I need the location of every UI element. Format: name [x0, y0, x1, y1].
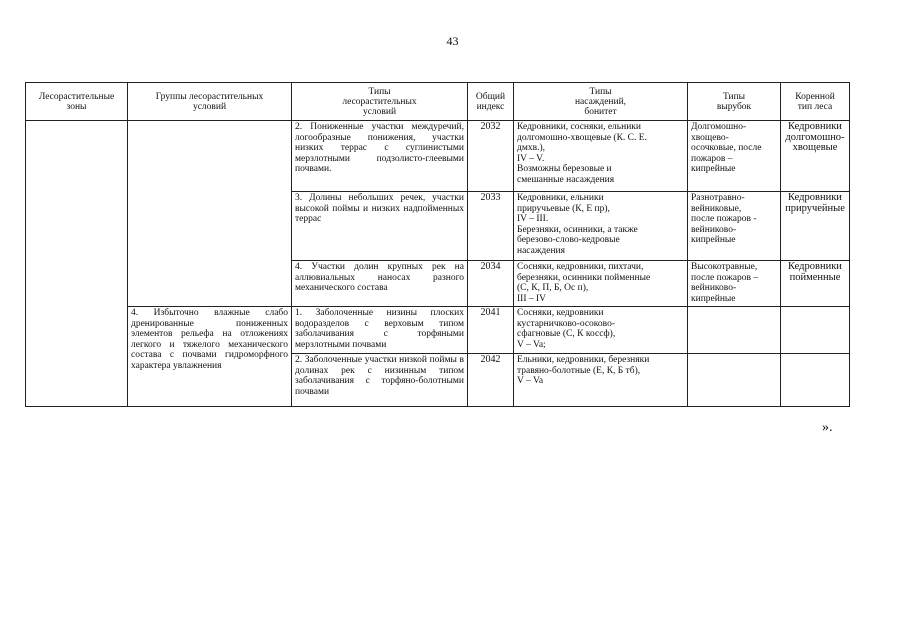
root-type-cell: Кедровники пойменные: [781, 261, 850, 307]
clearing-cell: Высокотравные, после пожаров – вейниково- кипрейные: [688, 261, 781, 307]
condition-cell: 2. Заболоченные участки низкой поймы в долинах рек с низинным типом заболачивания с торфяно-болотными почвами: [292, 354, 468, 407]
stand-cell: Кедровники, ельники приручьевые (К, Е пр), IV – III. Березняки, осинники, а также березово-слово-кедровые насаждения: [514, 192, 688, 261]
header-condition-types: Типы лесорастительных условий: [292, 83, 468, 121]
clearing-cell: Разнотравно- вейниковые, после пожаров - вейниково- кипрейные: [688, 192, 781, 261]
clearing-cell: [688, 354, 781, 407]
closing-quote-mark: ».: [822, 420, 833, 435]
group-cell: 4. Избыточно влажные слабо дренированные пониженных элементов рельефа на отложениях легкого и тяжелого механического состава с почвами гидроморфного характера увлажнения: [128, 307, 292, 407]
root-type-cell: Кедровники долгомошно- хвощевые: [781, 121, 850, 192]
forest-types-table: [25, 82, 850, 407]
table-row: [26, 307, 850, 354]
group-cell: [128, 121, 292, 307]
stand-cell: Сосняки, кедровники, пихтачи, березняки, осинники пойменные (С, К, П, Б, Ос п), III – IV: [514, 261, 688, 307]
clearing-cell: Долгомошно- хвощево- осочковые, после пожаров – кипрейные: [688, 121, 781, 192]
condition-cell: 4. Участки долин крупных рек на аллювиальных наносах разного механического состава: [292, 261, 468, 307]
page-number: 43: [446, 34, 459, 48]
clearing-cell: [688, 307, 781, 354]
table-row: [26, 121, 850, 192]
stand-cell: Ельники, кедровники, березняки травяно-болотные (Е, К, Б тб), V – Va: [514, 354, 688, 407]
root-type-cell: [781, 354, 850, 407]
header-root-forest-type: Коренной тип леса: [781, 83, 850, 121]
stand-cell: Сосняки, кедровники кустарничково-осоково- сфагновые (С, К коссф), V – Va;: [514, 307, 688, 354]
header-condition-groups: Группы лесорастительных условий: [128, 83, 292, 121]
header-index: Общий индекс: [468, 83, 514, 121]
index-cell: 2041: [468, 307, 514, 354]
condition-cell: 3. Долины небольших речек, участки высокой поймы и низких надпойменных террас: [292, 192, 468, 261]
root-type-cell: [781, 307, 850, 354]
zone-cell: [26, 121, 128, 407]
stand-cell: Кедровники, сосняки, ельники долгомошно-хвощевые (К. С. Е. дмхв.), IV – V. Возможны березовые и смешанные насаждения: [514, 121, 688, 192]
index-cell: 2042: [468, 354, 514, 407]
index-cell: 2034: [468, 261, 514, 307]
condition-cell: 2. Пониженные участки междуречий, логообразные понижения, участки низких террас с суглинистыми мерзлотными подзолисто-глеевыми почвами.: [292, 121, 468, 192]
index-cell: 2032: [468, 121, 514, 192]
header-zones: Лесорастительные зоны: [26, 83, 128, 121]
condition-cell: 1. Заболоченные низины плоских водоразделов с верховым типом заболачивания с торфяными мерзлотными почвами: [292, 307, 468, 354]
header-clearing-types: Типы вырубок: [688, 83, 781, 121]
index-cell: 2033: [468, 192, 514, 261]
header-stand-types: Типы насаждений, бонитет: [514, 83, 688, 121]
root-type-cell: Кедровники приручейные: [781, 192, 850, 261]
table-header-row: [26, 83, 850, 121]
